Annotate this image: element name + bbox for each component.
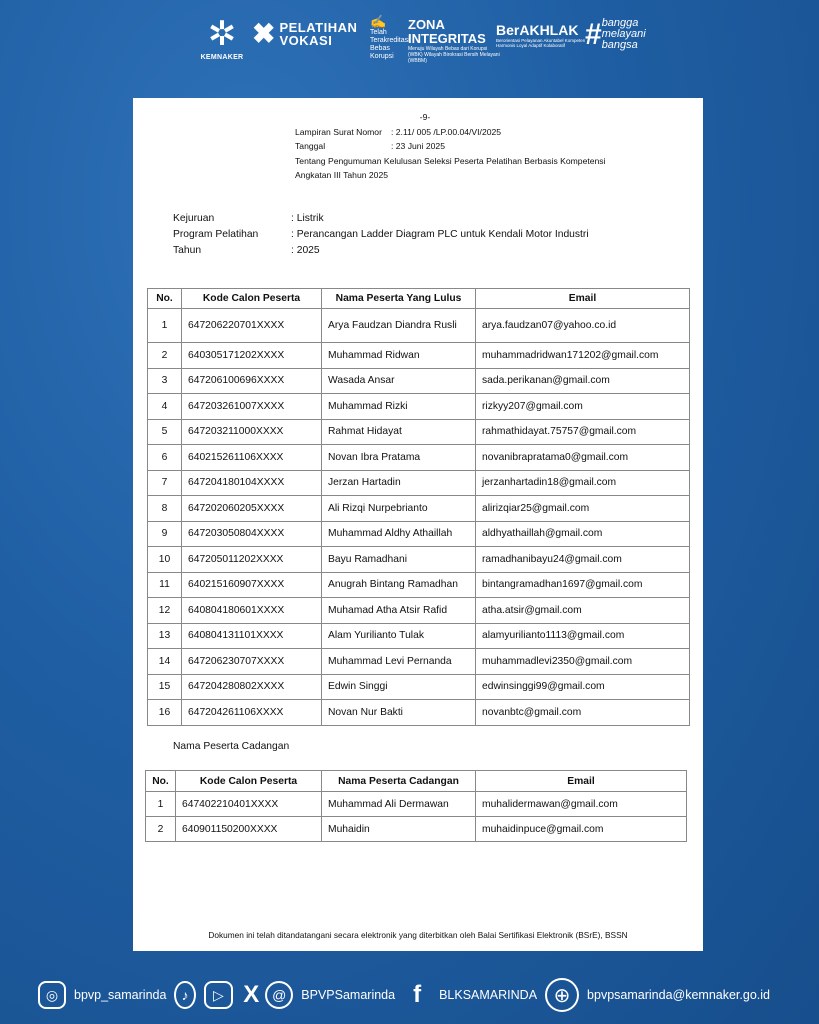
cell-no: 12	[148, 598, 182, 624]
cell-no: 10	[148, 547, 182, 573]
cell-name: Ali Rizqi Nurpebrianto	[322, 496, 476, 522]
info-row	[173, 227, 589, 243]
x-icon[interactable]: X	[243, 981, 260, 1008]
table-header-row	[146, 771, 687, 792]
cell-email: novanibrapratama0@gmail.com	[476, 445, 690, 471]
cell-code: 640901150200XXXX	[176, 817, 322, 842]
tiktok-icon[interactable]: ♪	[174, 981, 195, 1009]
info-key: Program Pelatihan	[173, 229, 259, 240]
cell-name: Muhammad Aldhy Athaillah	[322, 521, 476, 547]
youtube-handle: BPVPSamarinda	[301, 988, 396, 1002]
reserve-title: Nama Peserta Cadangan	[173, 741, 290, 752]
cell-name: Muhamad Atha Atsir Rafid	[322, 598, 476, 624]
cell-code: 640215261106XXXX	[182, 445, 322, 471]
cell-no: 2	[148, 343, 182, 369]
table-row	[148, 700, 690, 726]
berakhlak-subtitle: Berorientasi Pelayanan Akuntabel Kompeten Harmonis Loyal Adaptif Kolaboratif	[496, 38, 586, 48]
cell-no: 3	[148, 368, 182, 394]
cell-email: sada.perikanan@gmail.com	[476, 368, 690, 394]
cell-email: rizkyy207@gmail.com	[476, 394, 690, 420]
table-row	[148, 394, 690, 420]
youtube-icon[interactable]: ▷	[204, 981, 234, 1009]
facebook-link[interactable]	[403, 981, 537, 1009]
cell-email: aldhyathaillah@gmail.com	[476, 521, 690, 547]
zona-subtitle: Menuju Wilayah Bebas dari Korupsi (WBK) Wilayah Birokrasi Bersih Melayani (WBBM)	[408, 46, 500, 64]
info-key: Kejuruan	[173, 213, 215, 224]
globe-icon: ⊕	[545, 978, 579, 1012]
cell-code: 647203050804XXXX	[182, 521, 322, 547]
info-value: : Listrik	[291, 213, 324, 224]
table-header-row	[148, 289, 690, 309]
cell-no: 1	[146, 792, 176, 817]
kemnaker-logo	[200, 14, 244, 76]
social-footer	[38, 977, 778, 1013]
website-link[interactable]	[545, 978, 770, 1012]
cell-name: Alam Yurilianto Tulak	[322, 623, 476, 649]
cell-name: Edwin Singgi	[322, 674, 476, 700]
table-row	[148, 674, 690, 700]
cell-name: Wasada Ansar	[322, 368, 476, 394]
cell-no: 7	[148, 470, 182, 496]
cell-no: 1	[148, 309, 182, 343]
cell-name: Anugrah Bintang Ramadhan	[322, 572, 476, 598]
cell-email: atha.atsir@gmail.com	[476, 598, 690, 624]
kemnaker-label: KEMNAKER	[200, 54, 244, 61]
cell-email: bintangramadhan1697@gmail.com	[476, 572, 690, 598]
header-logos	[200, 14, 670, 76]
table-row	[148, 496, 690, 522]
cell-no: 13	[148, 623, 182, 649]
zona-integritas-logo	[370, 14, 503, 64]
table-row	[148, 598, 690, 624]
cell-code: 647206100696XXXX	[182, 368, 322, 394]
zona-title: ZONA INTEGRITAS	[408, 17, 486, 46]
instagram-icon: ◎	[38, 981, 66, 1009]
instagram-link[interactable]	[38, 981, 166, 1009]
table-row	[148, 470, 690, 496]
cell-name: Novan Nur Bakti	[322, 700, 476, 726]
cell-name: Novan Ibra Pratama	[322, 445, 476, 471]
info-value: : Perancangan Ladder Diagram PLC untuk Kendali Motor Industri	[291, 229, 589, 240]
reserve-participants-table	[145, 770, 687, 842]
cell-code: 647206220701XXXX	[182, 309, 322, 343]
page-number: -9-	[419, 112, 431, 122]
col-header-no: No.	[148, 289, 182, 309]
cell-code: 647203261007XXXX	[182, 394, 322, 420]
berakhlak-title: BerAKHLAK	[496, 22, 579, 38]
table-row	[148, 649, 690, 675]
cell-no: 14	[148, 649, 182, 675]
cell-email: muhalidermawan@gmail.com	[476, 792, 687, 817]
threads-icon: @	[265, 981, 293, 1009]
table-row	[148, 368, 690, 394]
cell-name: Muhammad Ali Dermawan	[322, 792, 476, 817]
signature-footnote: Dokumen ini telah ditandatangani secara elektronik yang diterbitkan oleh Balai Sertifikasi Elektronik (BSrE), BSSN	[208, 930, 628, 940]
threads-link[interactable]	[265, 981, 395, 1009]
cell-name: Muhaidin	[322, 817, 476, 842]
about-line: Angkatan III Tahun 2025	[295, 170, 389, 180]
table-row	[148, 419, 690, 445]
facebook-handle: BLKSAMARINDA	[439, 988, 538, 1002]
cell-name: Muhammad Rizki	[322, 394, 476, 420]
cell-no: 8	[148, 496, 182, 522]
table-row	[148, 309, 690, 343]
table-row	[146, 792, 687, 817]
berakhlak-logo	[496, 22, 586, 48]
meta-key: Lampiran Surat Nomor	[295, 126, 382, 137]
cell-code: 647402210401XXXX	[176, 792, 322, 817]
col-header-email: Email	[476, 771, 687, 792]
bangga-melayani-logo	[585, 18, 664, 51]
table-row	[146, 817, 687, 842]
cell-email: novanbtc@gmail.com	[476, 700, 690, 726]
cell-code: 640305171202XXXX	[182, 343, 322, 369]
col-header-email: Email	[476, 289, 690, 309]
col-header-no: No.	[146, 771, 176, 792]
cell-code: 640804131101XXXX	[182, 623, 322, 649]
table-row	[148, 547, 690, 573]
col-header-code: Kode Calon Peserta	[176, 771, 322, 792]
meta-value: : 2.11/ 005 /LP.00.04/VI/2025	[391, 126, 502, 137]
cell-code: 647206230707XXXX	[182, 649, 322, 675]
cell-code: 647203211000XXXX	[182, 419, 322, 445]
col-header-name: Nama Peserta Cadangan	[322, 771, 476, 792]
cell-name: Arya Faudzan Diandra Rusli	[322, 309, 476, 343]
col-header-code: Kode Calon Peserta	[182, 289, 322, 309]
table-row	[148, 572, 690, 598]
cell-code: 647202060205XXXX	[182, 496, 322, 522]
cell-email: jerzanhartadin18@gmail.com	[476, 470, 690, 496]
facebook-icon: f	[413, 981, 422, 1008]
cell-email: arya.faudzan07@yahoo.co.id	[476, 309, 690, 343]
cell-name: Jerzan Hartadin	[322, 470, 476, 496]
cell-email: edwinsinggi99@gmail.com	[476, 674, 690, 700]
cell-email: muhammadridwan171202@gmail.com	[476, 343, 690, 369]
cell-no: 5	[148, 419, 182, 445]
program-info	[173, 211, 589, 259]
cell-no: 15	[148, 674, 182, 700]
table-row	[148, 623, 690, 649]
cell-email: muhaidinpuce@gmail.com	[476, 817, 687, 842]
zona-emblem	[370, 14, 410, 64]
hashtag-icon: #	[585, 17, 602, 51]
table-row	[148, 521, 690, 547]
cell-no: 16	[148, 700, 182, 726]
passed-participants-table	[147, 288, 690, 726]
info-value: : 2025	[291, 245, 320, 256]
cell-no: 11	[148, 572, 182, 598]
cell-name: Rahmat Hidayat	[322, 419, 476, 445]
cell-no: 6	[148, 445, 182, 471]
pelatihan-vokasi-logo	[252, 18, 358, 49]
zona-emblem-text: Telah Terakreditasi Bebas Korupsi	[370, 29, 410, 60]
cell-no: 2	[146, 817, 176, 842]
info-row	[173, 243, 589, 259]
cell-email: alirizqiar25@gmail.com	[476, 496, 690, 522]
cell-code: 640215160907XXXX	[182, 572, 322, 598]
info-row	[173, 211, 589, 227]
table-row	[148, 343, 690, 369]
letter-meta	[295, 110, 606, 183]
table-row	[148, 445, 690, 471]
cell-code: 647205011202XXXX	[182, 547, 322, 573]
kemnaker-emblem-icon: ✲	[207, 15, 237, 53]
col-header-name: Nama Peserta Yang Lulus	[322, 289, 476, 309]
zona-emblem-mark-icon: ✍	[370, 14, 387, 29]
meta-value: : 23 Juni 2025	[391, 141, 445, 151]
cell-code: 647204180104XXXX	[182, 470, 322, 496]
cell-code: 640804180601XXXX	[182, 598, 322, 624]
instagram-handle: bpvp_samarinda	[74, 988, 167, 1002]
cell-email: rahmathidayat.75757@gmail.com	[476, 419, 690, 445]
meta-row	[295, 139, 606, 154]
cell-no: 9	[148, 521, 182, 547]
cell-email: ramadhanibayu24@gmail.com	[476, 547, 690, 573]
about-line: Tentang Pengumuman Kelulusan Seleksi Peserta Pelatihan Berbasis Kompetensi	[295, 155, 606, 166]
cell-name: Muhammad Ridwan	[322, 343, 476, 369]
website-address: bpvpsamarinda@kemnaker.go.id	[587, 988, 770, 1002]
cell-email: muhammadlevi2350@gmail.com	[476, 649, 690, 675]
cell-email: alamyurilianto1113@gmail.com	[476, 623, 690, 649]
cell-code: 647204280802XXXX	[182, 674, 322, 700]
pelatihan-vokasi-icon: ✖	[252, 18, 276, 49]
meta-key: Tanggal	[295, 141, 326, 151]
bangga-melayani-text: bangga melayani bangsa	[601, 17, 646, 51]
cell-code: 647204261106XXXX	[182, 700, 322, 726]
info-key: Tahun	[173, 245, 202, 256]
cell-name: Muhammad Levi Pernanda	[322, 649, 476, 675]
document-page	[133, 98, 703, 951]
meta-row	[295, 125, 606, 140]
pelatihan-vokasi-text: PELATIHAN VOKASI	[279, 20, 358, 48]
cell-name: Bayu Ramadhani	[322, 547, 476, 573]
cell-no: 4	[148, 394, 182, 420]
